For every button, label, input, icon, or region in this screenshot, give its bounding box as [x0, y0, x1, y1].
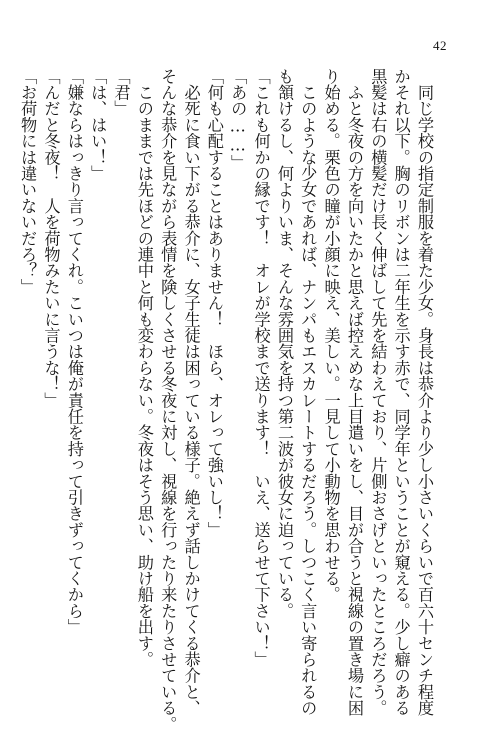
text-line: 「何も心配することはありません！ ほら、オレって強いし！」 — [204, 68, 224, 538]
text-line: このままでは先ほどの連中と何も変わらない。冬夜はそう思い、助け船を出す。 — [134, 68, 154, 668]
text-line: このような少女であれば、ナンパもエスカレートするだろう。しつこく言い寄られるの — [298, 68, 318, 716]
text-line: そんな恭介を見ながら表情を険しくさせる冬夜に対し、視線を行ったり来たりさせている。 — [158, 68, 178, 732]
text-line: 同じ学校の指定制服を着た少女。身長は恭介より少し小さいくらいで百六十センチ程度 — [415, 68, 434, 716]
text-line: 黒髪は右の横髪だけ長く伸ばして先を結わえており、片側おさげといったところだろう。 — [368, 68, 388, 716]
text-line: り始める。栗色の瞳が小顔に映え、美しい。一見して小動物を思わせる。 — [321, 68, 341, 603]
vertical-text-body — [16, 68, 436, 732]
text-line: 「これも何かの縁です！ オレが学校まで送ります！ いえ、送らせて下さい！」 — [251, 68, 271, 668]
text-line: かそれ以下。胸のリボンは二年生を示す赤で、同学年ということが窺える。少し癖のある — [391, 68, 411, 716]
text-line: 「は、はい！」 — [88, 68, 108, 182]
text-line: 必死に食い下がる恭介に、女子生徒は困っている様子。絶えず話しかけてくる恭介と、 — [181, 68, 201, 716]
text-line: 「んだと冬夜！ 人を荷物みたいに言うな！」 — [41, 68, 61, 409]
text-line: も頷けるし、何よりいま、そんな雰囲気を持つ第二波が彼女に迫っている。 — [274, 68, 294, 619]
text-line: ふと冬夜の方を向いたかと思えば控えめな上目遣いをし、目が合うと視線の置き場に困 — [344, 68, 364, 716]
text-line: 「嫌ならはっきり言ってくれ。こいつは俺が責任を持って引きずってくから」 — [64, 68, 84, 635]
text-line: 「君」 — [111, 68, 131, 117]
text-line: 「お荷物には違いないだろ？」 — [18, 68, 38, 295]
text-line: 「あの……」 — [228, 68, 248, 171]
page-number: 42 — [433, 38, 447, 53]
